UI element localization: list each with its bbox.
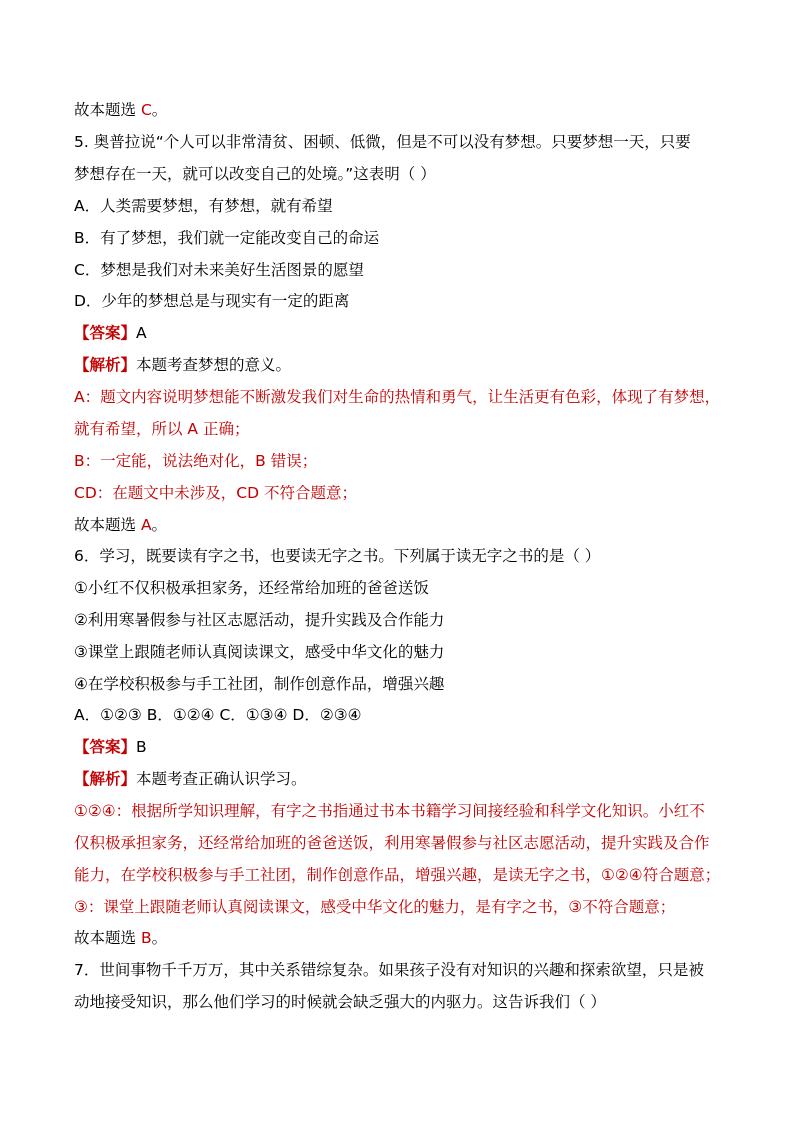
q5-explanation-line1: A：题文内容说明梦想能不断激发我们对生命的热情和勇气，让生活更有色彩，体现了有梦想， — [74, 388, 721, 406]
q5-explanation-line3: B：一定能，说法绝对化，B 错误； — [74, 452, 318, 470]
q7-stem-line2: 动地接受知识，那么他们学习的时候就会缺乏强大的内驱力。这告诉我们（ ） — [74, 993, 606, 1011]
q6-item-3: ③课堂上跟随老师认真阅读课文，感受中华文化的魅力 — [74, 643, 445, 661]
answer-letter: B — [140, 929, 152, 947]
q5-conclusion: 故本题选 A。 — [74, 516, 168, 534]
q6-conclusion: 故本题选 B。 — [74, 929, 168, 947]
answer-letter: A — [140, 516, 152, 534]
q6-stem: 6．学习，既要读有字之书，也要读无字之书。下列属于读无字之书的是（ ） — [74, 547, 601, 565]
q5-option-b: B．有了梦想，我们就一定能改变自己的命运 — [74, 229, 380, 247]
q5-explanation-line4: CD：在题文中未涉及，CD 不符合题意； — [74, 484, 357, 502]
q5-option-c: C．梦想是我们对未来美好生活图景的愿望 — [74, 261, 364, 279]
analysis-tag: 【解析】 — [74, 770, 137, 788]
q5-stem-line1: 5. 奥普拉说“个人可以非常清贫、困顿、低微，但是不可以没有梦想。只要梦想一天，只要 — [74, 133, 691, 151]
q6-analysis: 【解析】本题考查正确认识学习。 — [74, 770, 307, 788]
analysis-tag: 【解析】 — [74, 356, 137, 374]
q7-stem-line1: 7．世间事物千千万万，其中关系错综复杂。如果孩子没有对知识的兴趣和探索欲望，只是被 — [74, 961, 704, 979]
answer-letter: C — [140, 101, 152, 119]
q5-analysis: 【解析】本题考查梦想的意义。 — [74, 356, 292, 374]
answer-tag: 【答案】 — [74, 738, 137, 756]
q6-explanation-line2: 仅积极承担家务，还经常给加班的爸爸送饭，利用寒暑假参与社区志愿活动，提升实践及合作 — [74, 834, 710, 852]
q6-options: A．①②③ B．①②④ C．①③④ D．②③④ — [74, 706, 362, 724]
q5-option-a: A．人类需要梦想，有梦想，就有希望 — [74, 197, 333, 215]
q6-explanation-line1: ①②④：根据所学知识理解，有字之书指通过书本书籍学习间接经验和科学文化知识。小红不 — [74, 802, 705, 820]
q6-explanation-line3: 能力，在学校积极参与手工社团，制作创意作品，增强兴趣，是读无字之书，①②④符合题意； — [74, 866, 721, 884]
q6-item-2: ②利用寒暑假参与社区志愿活动，提升实践及合作能力 — [74, 611, 445, 629]
prev-conclusion: 故本题选 C。 — [74, 101, 168, 119]
q6-explanation-line4: ③：课堂上跟随老师认真阅读课文，感受中华文化的魅力，是有字之书，③不符合题意； — [74, 898, 676, 916]
q6-answer: 【答案】B — [74, 738, 147, 756]
q5-explanation-line2: 就有希望，所以 A 正确； — [74, 420, 250, 438]
q5-answer: 【答案】A — [74, 324, 147, 342]
q5-stem-line2: 梦想存在一天，就可以改变自己的处境。”这表明（ ） — [74, 165, 436, 183]
q6-item-4: ④在学校积极参与手工社团，制作创意作品，增强兴趣 — [74, 675, 445, 693]
q6-item-1: ①小红不仅积极承担家务，还经常给加班的爸爸送饭 — [74, 579, 429, 597]
answer-tag: 【答案】 — [74, 324, 137, 342]
q5-option-d: D．少年的梦想总是与现实有一定的距离 — [74, 292, 350, 310]
